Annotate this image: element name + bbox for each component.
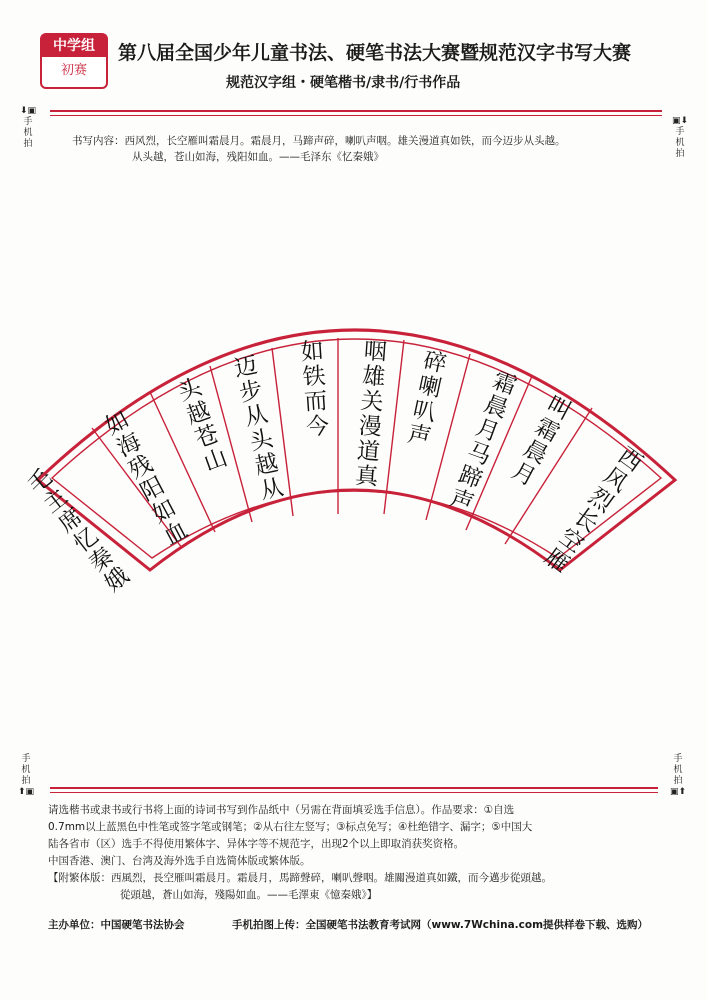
side-label-bottom-right: 手 机 拍 ▣⬆ — [669, 754, 687, 797]
group-label: 中学组 — [42, 35, 106, 57]
fan-column: 叫霜晨月 — [507, 391, 576, 492]
fan-column: 如海残阳如血 — [101, 406, 193, 551]
content-label: 书写内容： — [72, 135, 125, 147]
instructions-rule-2 — [50, 792, 658, 793]
fan-column: 咽雄关漫道真 — [354, 338, 388, 491]
header-rule-2 — [50, 115, 662, 116]
side-label-top-right: ▣⬇ 手 机 拍 — [671, 116, 689, 159]
instructions-rule-1 — [50, 787, 658, 789]
side-label-bottom-left: 手 机 拍 ⬆▣ — [17, 754, 35, 797]
instructions-line: 陆各省市（区）选手不得使用繁体字、异体字等不规范字，出现2个以上即取消获奖资格。 — [48, 838, 465, 850]
camera-icon: ▣⬆ — [669, 787, 687, 797]
header-rule-1 — [50, 110, 662, 112]
group-badge — [40, 33, 108, 89]
stage-label: 初赛 — [60, 63, 87, 78]
footer-organizer: 主办单位：中国硬笔书法协会 — [48, 919, 185, 931]
instructions-line: 從頭越，蒼山如海，殘陽如血。——毛澤東《憶秦娥》】 — [120, 889, 378, 901]
footer-upload: 手机拍图上传：全国硬笔书法教育考试网（www.7Wchina.com提供样卷下载、选购） — [232, 919, 649, 931]
fan-column: 碎喇叭声 — [405, 347, 449, 452]
fan-column: 西风烈长空雁 — [539, 442, 647, 579]
side-label-top-left: ⬇▣ 手 机 拍 — [19, 106, 37, 149]
instructions-line: 0.7mm以上蓝黑色中性笔或签字笔或钢笔；②从右往左竖写；③标点免写；④杜绝错字、漏字；⑤中国大 — [48, 821, 533, 833]
page-subtitle: 规范汉字组・硬笔楷书/隶书/行书作品 — [226, 75, 461, 91]
fan-column: 头越苍山 — [174, 374, 231, 477]
camera-icon: ▣⬇ — [671, 116, 689, 126]
instructions-line: 请选楷书或隶书或行书将上面的诗词书写到作品纸中（另需在背面填妥选手信息）。作品要求：①自选 — [48, 804, 515, 816]
instructions-line: 【附繁体版：西風烈，長空雁叫霜晨月。霜晨月，馬蹄聲碎，喇叭聲咽。雄關漫道真如鐵，而今邁步從頭越。 — [48, 872, 552, 884]
instructions-line: 中国香港、澳门、台湾及海外选手自选简体版或繁体版。 — [48, 855, 311, 867]
instructions-block — [48, 802, 668, 904]
content-line-2: 从头越，苍山如海，残阳如血。——毛泽东《忆秦娥》 — [132, 151, 384, 163]
fan-column: 霜晨月马蹄声 — [446, 367, 520, 518]
page-title: 第八届全国少年儿童书法、硬笔书法大赛暨规范汉字书写大赛 — [118, 42, 632, 64]
content-line-1: 西风烈，长空雁叫霜晨月。霜晨月，马蹄声碎，喇叭声咽。雄关漫道真如铁，而今迈步从头越。 — [124, 135, 566, 147]
writing-content — [72, 133, 662, 165]
fan-column: 如铁而今 — [299, 338, 330, 441]
fan-column: 迈步从头越从 — [231, 352, 286, 505]
download-arrow-icon: ⬇▣ — [19, 106, 37, 116]
upload-arrow-icon: ⬆▣ — [17, 787, 35, 797]
fan-column: 毛主席忆秦娥 — [23, 464, 135, 598]
fan-writing-area — [0, 300, 707, 580]
